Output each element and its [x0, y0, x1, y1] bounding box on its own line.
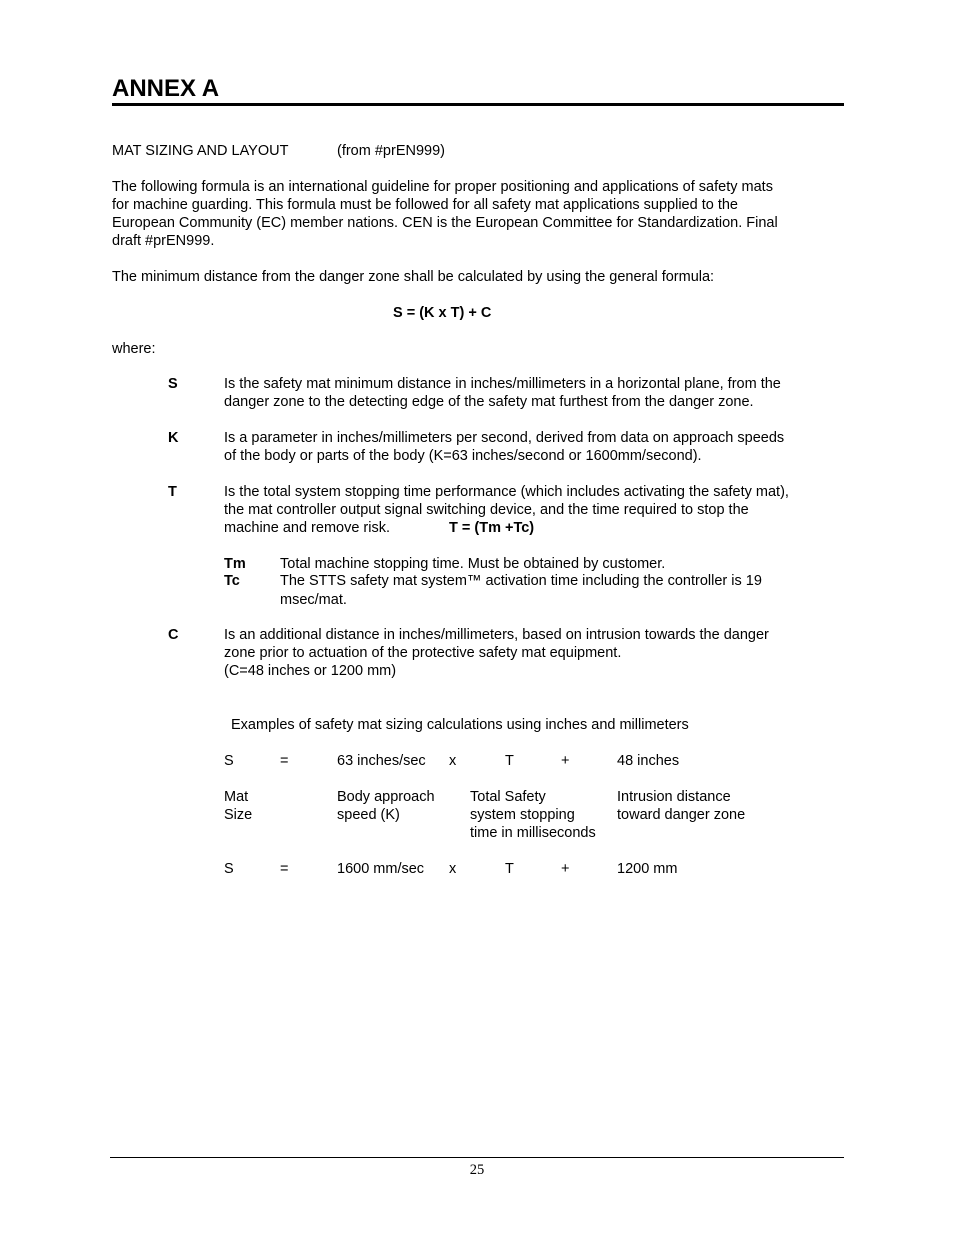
term-s: S [168, 376, 178, 392]
label-speed: Body approach [337, 789, 435, 805]
example-cell: + [561, 753, 570, 769]
definition-line: Is the total system stopping time performance (which includes activating the safety mat), [224, 484, 789, 500]
example-cell: S [224, 753, 234, 769]
definition-line: of the body or parts of the body (K=63 inches/second or 1600mm/second). [224, 448, 702, 464]
definition-line: msec/mat. [280, 592, 347, 608]
definition-line: (C=48 inches or 1200 mm) [224, 663, 397, 679]
example-cell: + [561, 861, 570, 877]
footer-rule [110, 1157, 844, 1158]
section-source: (from #prEN999) [337, 143, 445, 159]
label-intrusion: Intrusion distance [617, 789, 731, 805]
label-time: system stopping [470, 807, 575, 823]
label-mat: Mat [224, 789, 249, 805]
intro-line: draft #prEN999. [112, 233, 215, 249]
example-cell: 63 inches/sec [337, 753, 426, 769]
example-cell: = [280, 861, 289, 877]
label-time: time in milliseconds [470, 825, 596, 841]
intro-line: The following formula is an international guideline for proper positioning and applications of safety mats [112, 179, 773, 195]
formula-intro: The minimum distance from the danger zone shall be calculated by using the general formula: [112, 269, 715, 285]
section-heading: MAT SIZING AND LAYOUT [112, 143, 289, 159]
term-tc: Tc [224, 573, 240, 589]
example-cell: T [505, 753, 514, 769]
definition-line: danger zone to the detecting edge of the safety mat furthest from the danger zone. [224, 394, 754, 410]
where-label: where: [112, 341, 156, 357]
term-tm: Tm [224, 556, 246, 572]
example-cell: = [280, 753, 289, 769]
label-speed: speed (K) [337, 807, 400, 823]
example-cell: T [505, 861, 514, 877]
definition-line: Is the safety mat minimum distance in inches/millimeters in a horizontal plane, from the [224, 376, 781, 392]
intro-line: European Community (EC) member nations. CEN is the European Committee for Standardization. Final [112, 215, 778, 231]
definition-line: the mat controller output signal switching device, and the time required to stop the [224, 502, 749, 518]
intro-line: for machine guarding. This formula must be followed for all safety mat applications supplied to the [112, 197, 738, 213]
term-k: K [168, 430, 179, 446]
definition-line: zone prior to actuation of the protective safety mat equipment. [224, 645, 622, 661]
term-c: C [168, 627, 179, 643]
definition-line: machine and remove risk. [224, 520, 391, 536]
definition-line: The STTS safety mat system™ activation time including the controller is 19 [280, 573, 762, 589]
title-rule [112, 103, 844, 106]
term-t: T [168, 484, 177, 500]
example-cell: 1600 mm/sec [337, 861, 425, 877]
example-cell: 48 inches [617, 753, 680, 769]
label-intrusion: toward danger zone [617, 807, 746, 823]
t-formula: T = (Tm +Tc) [449, 520, 535, 536]
general-formula: S = (K x T) + C [393, 305, 492, 321]
page-number: 25 [469, 1162, 485, 1178]
examples-title: Examples of safety mat sizing calculations using inches and millimeters [231, 717, 689, 733]
definition-line: Is an additional distance in inches/millimeters, based on intrusion towards the danger [224, 627, 769, 643]
definition-line: Total machine stopping time. Must be obtained by customer. [280, 556, 666, 572]
example-cell: S [224, 861, 234, 877]
example-cell: x [449, 861, 457, 877]
definition-line: Is a parameter in inches/millimeters per second, derived from data on approach speeds [224, 430, 785, 446]
example-cell: x [449, 753, 457, 769]
label-mat: Size [224, 807, 253, 823]
label-time: Total Safety [470, 789, 546, 805]
page-title: ANNEX A [112, 75, 220, 102]
example-cell: 1200 mm [617, 861, 678, 877]
